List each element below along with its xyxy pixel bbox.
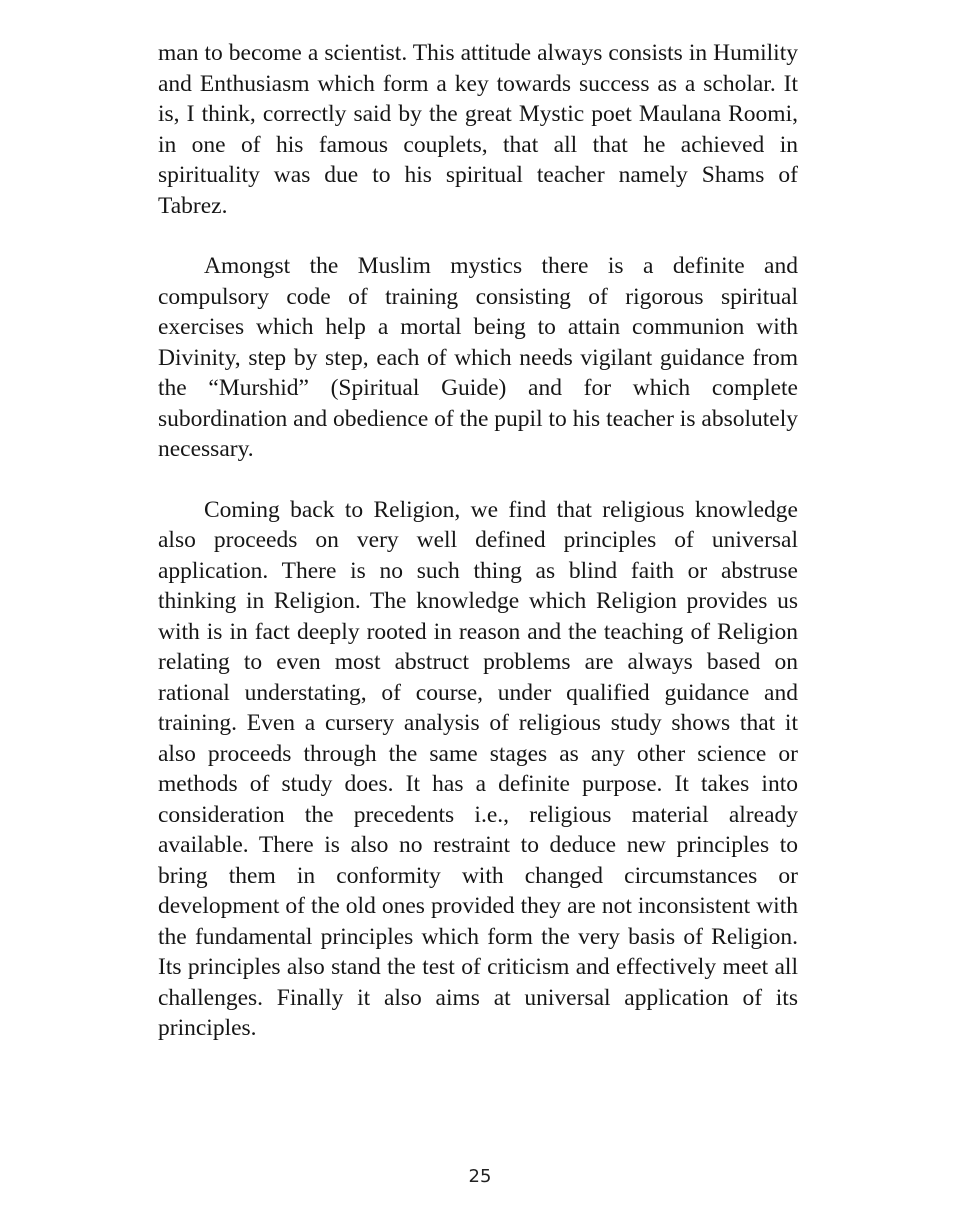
page-number: 25 [468, 1166, 492, 1187]
page-body [158, 38, 798, 1044]
paragraph-roomi-shams: man to become a scientist. This attitude always consists in Humility and Enthusiasm which form a key towards success as a scholar. It is, I think, correctly said by the great Mystic poet Maulana Roomi, in one of his famous couplets, that all that he achieved in spirituality was due to his spiritual teacher namely Shams of Tabrez. [158, 40, 798, 219]
paragraph-muslim-mystics: Amongst the Muslim mystics there is a definite and compulsory code of training consisting of rigorous spiritual exercises which help a mortal being to attain communion with Divinity, step by step, each of which needs vigilant guidance from the “Murshid” (Spiritual Guide) and for which complete subordination and obedience of the pupil to his teacher is absolutely necessary. [158, 253, 798, 462]
paragraph-religion-knowledge: Coming back to Religion, we find that religious knowledge also proceeds on very well defined principles of universal application. There is no such thing as blind faith or abstruse thinking in Religion. The knowledge which Religion provides us with is in fact deeply rooted in reason and the teaching of Religion relating to even most abstruct problems are always based on rational understating, of course, under qualified guidance and training. Even a cursery analysis of religious study shows that it also proceeds through the same stages as any other science or methods of study does. It has a definite purpose. It takes into consideration the precedents i.e., religious material already available. There is also no restraint to deduce new principles to bring them in conformity with changed circumstances or development of the old ones provided they are not inconsistent with the fundamental principles which form the very basis of Religion. Its principles also stand the test of criticism and effectively meet all challenges. Finally it also aims at universal application of its principles. [158, 496, 798, 1041]
